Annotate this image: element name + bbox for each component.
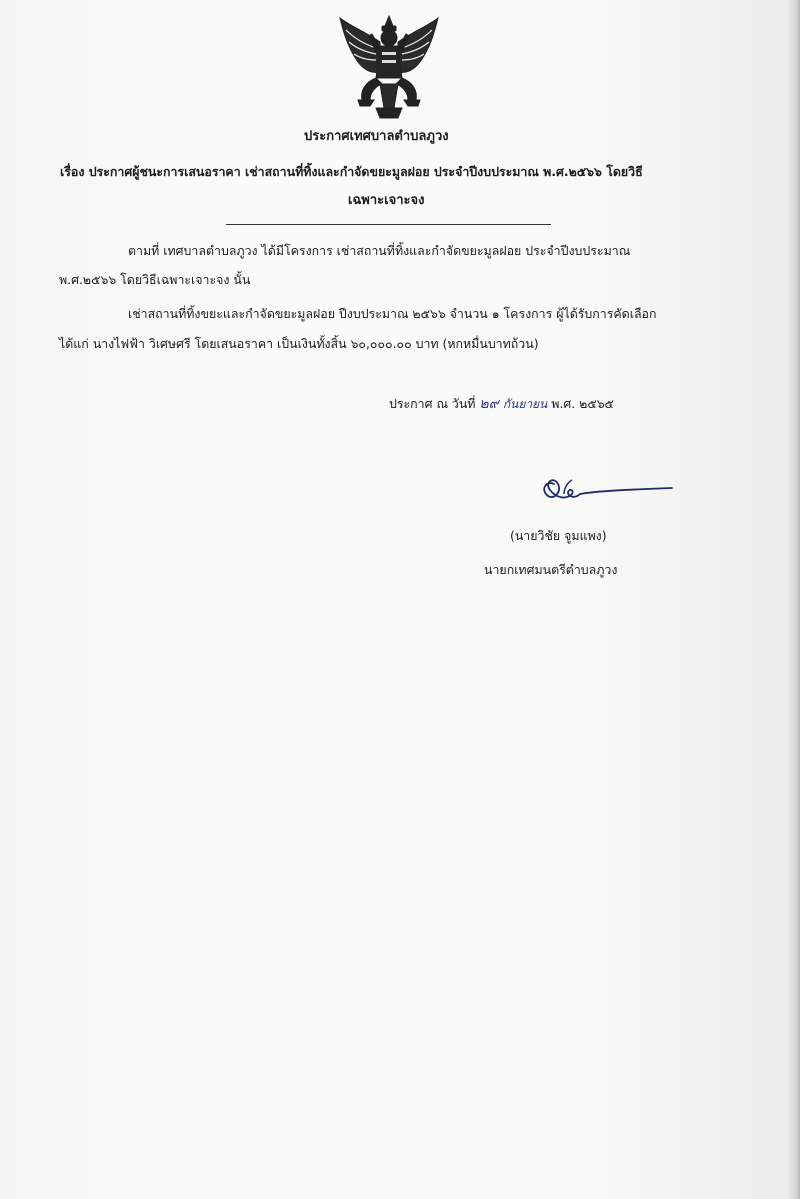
announcement-date	[389, 395, 614, 413]
subject-line-2: เฉพาะเจาะจง	[348, 193, 425, 208]
date-day-handwritten: ๒๙	[479, 396, 499, 412]
date-year: พ.ศ. ๒๕๖๕	[551, 396, 614, 411]
paragraph-2-line-2: ได้แก่ นางไฟฟ้า วิเศษศรี โดยเสนอราคา เป็นเงินทั้งสิ้น ๖๐,๐๐๐.๐๐ บาท (หกหมื่นบาทถ้วน)	[59, 336, 539, 351]
date-prefix: ประกาศ ณ วันที่	[389, 396, 476, 411]
signatory-position: นายกเทศมนตรีตำบลภูวง	[484, 562, 618, 577]
title-divider	[226, 224, 551, 225]
garuda-emblem-icon	[336, 12, 442, 124]
subject-line-1: เรื่อง ประกาศผู้ชนะการเสนอราคา เช่าสถานที่ทิ้งและกำจัดขยะมูลฝอย ประจำปีงบประมาณ พ.ศ.๒๕๖๖ โดยวิธี	[60, 164, 643, 179]
page-edge-shadow	[786, 0, 800, 1199]
paragraph-1-line-1: ตามที่ เทศบาลตำบลภูวง ได้มีโครงการ เช่าสถานที่ทิ้งและกำจัดขยะมูลฝอย ประจำปีงบประมาณ	[128, 243, 631, 258]
signatory-name: (นายวิชัย จูมแพง)	[510, 528, 607, 543]
announcement-title: ประกาศเทศบาลตำบลภูวง	[304, 129, 449, 144]
handwritten-signature	[524, 470, 674, 512]
paragraph-1-line-2: พ.ศ.๒๕๖๖ โดยวิธีเฉพาะเจาะจง นั้น	[59, 272, 251, 287]
date-month-handwritten: กันยายน	[502, 397, 548, 411]
paragraph-2-line-1: เช่าสถานที่ทิ้งขยะและกำจัดขยะมูลฝอย ปีงบประมาณ ๒๕๖๖ จำนวน ๑ โครงการ ผู้ได้รับการคัดเลือก	[128, 306, 657, 321]
